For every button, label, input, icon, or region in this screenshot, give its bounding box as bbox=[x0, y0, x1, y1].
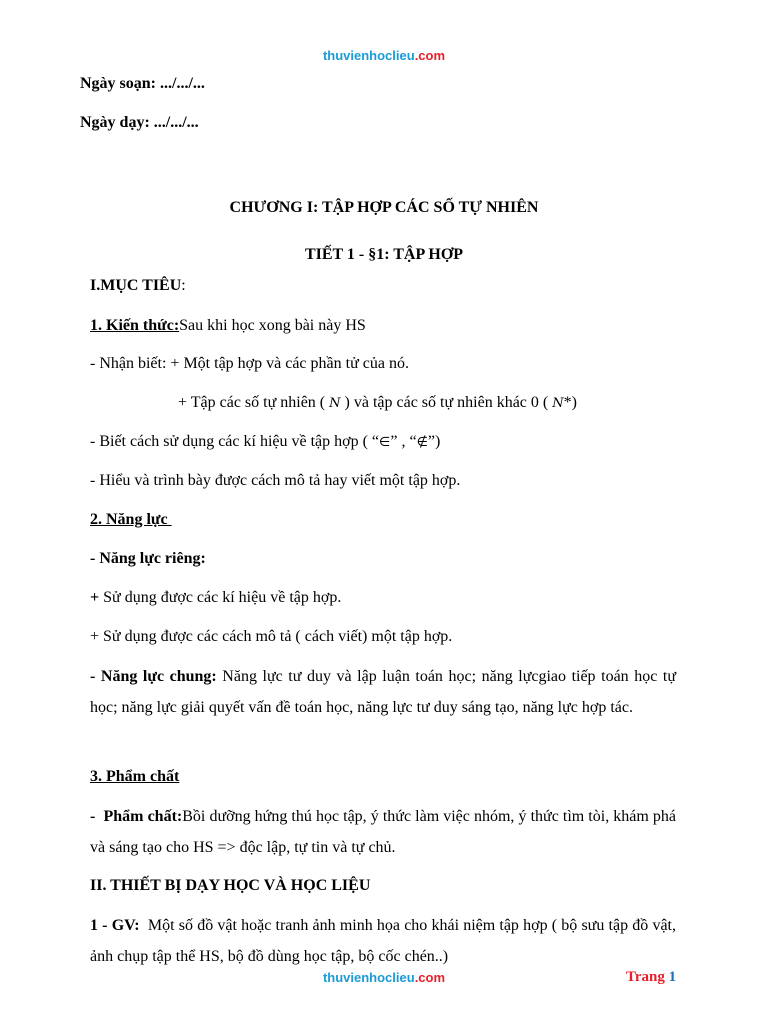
teacher-label: 1 - GV: bbox=[90, 917, 140, 934]
natural-part3: *) bbox=[563, 394, 577, 411]
header-site-part1: thuvienhoclieu bbox=[322, 48, 415, 63]
quality-paragraph bbox=[90, 801, 676, 863]
objectives-heading-text: I.MỤC TIÊU bbox=[90, 277, 182, 294]
objectives-heading-colon: : bbox=[181, 277, 186, 294]
equipment-heading: II. THIẾT BỊ DẠY HỌC VÀ HỌC LIỆU bbox=[90, 877, 371, 894]
knowledge-line bbox=[90, 316, 366, 336]
natural-part1: + Tập các số tự nhiên ( bbox=[178, 394, 330, 411]
symbols-part2: ” , “ bbox=[390, 433, 417, 450]
chapter-title: CHƯƠNG I: TẬP HỢP CÁC SỐ TỰ NHIÊN bbox=[229, 199, 539, 216]
teacher-equipment-paragraph bbox=[90, 910, 681, 972]
objectives-heading bbox=[90, 276, 186, 296]
own-competence-item-2: + Sử dụng được các cách mô tả ( cách viết) một tập hợp. bbox=[90, 628, 453, 645]
page-number bbox=[626, 969, 676, 986]
knowledge-text: Sau khi học xong bài này HS bbox=[179, 317, 366, 334]
own-item1-plus: + bbox=[90, 589, 100, 606]
symbols-line bbox=[90, 432, 440, 453]
element-of-symbol: ∈ bbox=[379, 435, 391, 450]
footer-site-part1: thuvienhoclieu bbox=[322, 970, 415, 985]
own-competence-item-1 bbox=[90, 588, 341, 608]
natural-star-set-symbol: N bbox=[552, 396, 564, 411]
header-site-name bbox=[0, 48, 768, 63]
symbols-part3: ”) bbox=[427, 433, 441, 450]
header-site-part2: .com bbox=[414, 48, 446, 63]
not-element-of-symbol: ∉ bbox=[416, 435, 428, 450]
symbols-part1: - Biết cách sử dụng các kí hiệu về tập hợp ( “ bbox=[90, 433, 380, 450]
quality-label: - Phẩm chất: bbox=[90, 808, 183, 825]
own-competence-heading: - Năng lực riêng: bbox=[90, 550, 206, 567]
general-competence-paragraph bbox=[90, 661, 676, 723]
date-prepared: Ngày soạn: .../.../... bbox=[80, 75, 205, 92]
natural-numbers-line bbox=[178, 393, 577, 414]
footer-site-part2: .com bbox=[414, 970, 446, 985]
natural-part2: ) và tập các số tự nhiên khác 0 ( bbox=[340, 394, 553, 411]
general-competence-text: Năng lực tư duy và lập luận toán học; năng lựcgiao tiếp toán học tự học; năng lực giải quyết vấn đề toán học, năng lực tư duy sáng tạo, năng lực hợp tác. bbox=[90, 668, 677, 716]
page-label: Trang bbox=[626, 969, 669, 985]
lesson-title: TIẾT 1 - §1: TẬP HỢP bbox=[304, 246, 464, 263]
teacher-equipment-text: Một số đồ vật hoặc tranh ảnh minh họa cho khái niệm tập hợp ( bộ sưu tập đồ vật, ảnh chụp tập thể HS, bộ đồ dùng học tập, bộ cốc chén..) bbox=[90, 917, 681, 965]
natural-set-symbol: N bbox=[329, 396, 341, 411]
general-competence-label: - Năng lực chung: bbox=[90, 668, 217, 685]
recognize-line: - Nhận biết: + Một tập hợp và các phần tử của nó. bbox=[90, 355, 409, 372]
quality-text: Bồi dưỡng hứng thú học tập, ý thức làm việc nhóm, ý thức tìm tòi, khám phá và sáng tạo cho HS => độc lập, tự tin và tự chủ. bbox=[90, 808, 677, 856]
own-item1-text: Sử dụng được các kí hiệu về tập hợp. bbox=[99, 589, 342, 606]
quality-heading: 3. Phẩm chất bbox=[90, 768, 180, 785]
competence-heading: 2. Năng lực bbox=[90, 511, 172, 528]
knowledge-heading: 1. Kiến thức: bbox=[90, 317, 180, 334]
describe-line: - Hiểu và trình bày được cách mô tả hay viết một tập hợp. bbox=[90, 472, 461, 489]
page-number-value: 1 bbox=[668, 969, 677, 985]
date-taught: Ngày dạy: .../.../... bbox=[80, 114, 199, 131]
